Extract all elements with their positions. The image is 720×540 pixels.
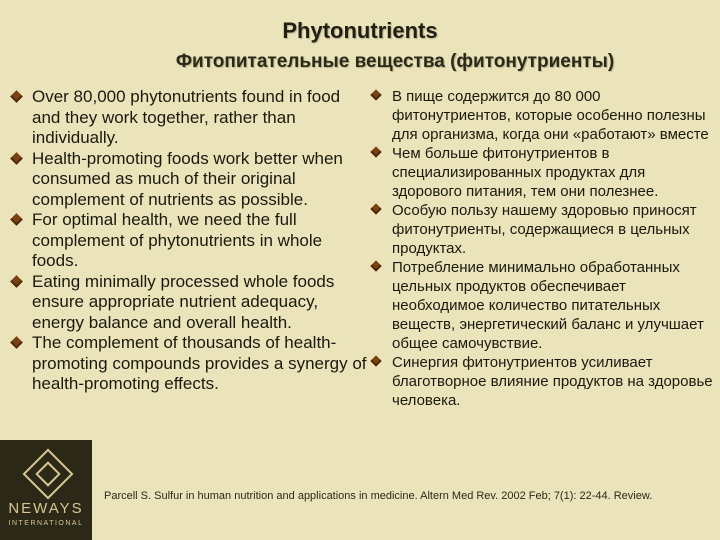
diamond-bullet-icon [370, 260, 381, 271]
diamond-bullet-icon [370, 203, 381, 214]
logo-emblem-icon [23, 449, 74, 500]
list-item [370, 201, 715, 258]
list-item-text: Чем больше фитонутриентов в специализированных продуктах для здорового питания, тем они полезнее. [392, 145, 659, 200]
logo-name: NEWAYS [8, 500, 84, 517]
list-item-text: The complement of thousands of health-promoting compounds provides a synergy of health-promoting effects. [32, 333, 367, 393]
list-item-text: For optimal health, we need the full complement of phytonutrients in whole foods. [32, 210, 323, 270]
list-item [10, 272, 370, 334]
diamond-bullet-icon [370, 146, 381, 157]
list-item [10, 87, 370, 149]
list-item [370, 87, 715, 144]
diamond-bullet-icon [10, 336, 23, 349]
slide-subtitle: Фитопитательные вещества (фитонутриенты) [175, 51, 615, 72]
list-item [370, 144, 715, 201]
logo-subtitle: INTERNATIONAL [8, 520, 84, 527]
list-item [10, 333, 370, 395]
slide-title: Phytonutrients [282, 18, 438, 43]
list-item [370, 258, 715, 353]
citation-text: Parcell S. Sulfur in human nutrition and applications in medicine. Altern Med Rev. 2002 Feb; 7(1): 22-44. Review. [104, 490, 653, 502]
diamond-bullet-icon [370, 355, 381, 366]
english-bullet-list [10, 87, 370, 395]
list-item-text: Eating minimally processed whole foods ensure appropriate nutrient adequacy, energy balance and overall health. [32, 271, 335, 332]
russian-bullet-list [370, 87, 715, 410]
list-item-text: Health-promoting foods work better when consumed as much of their original complement of nutrients as possible. [32, 148, 343, 209]
list-item-text: Over 80,000 phytonutrients found in food and they work together, rather than individually. [32, 87, 341, 147]
list-item-text: Синергия фитонутриентов усиливает благотворное влияние продуктов на здоровье человека. [392, 354, 713, 409]
list-item [10, 149, 370, 211]
list-item-text: В пище содержится до 80 000 фитонутриентов, которые особенно полезны для организма, когда они «работают» вместе [392, 88, 709, 143]
diamond-bullet-icon [10, 275, 23, 288]
list-item-text: Особую пользу нашему здоровью приносят фитонутриенты, содержащиеся в цельных продуктах. [392, 202, 697, 257]
diamond-bullet-icon [370, 89, 381, 100]
list-item-text: Потребление минимально обработанных цельных продуктов обеспечивает необходимое количество питательных веществ, энергетический баланс и улучшает общее самочувствие. [392, 259, 704, 352]
list-item [10, 210, 370, 272]
list-item [370, 353, 715, 410]
diamond-bullet-icon [10, 152, 23, 165]
neways-logo [0, 440, 92, 540]
diamond-bullet-icon [10, 213, 23, 226]
diamond-bullet-icon [10, 90, 23, 103]
